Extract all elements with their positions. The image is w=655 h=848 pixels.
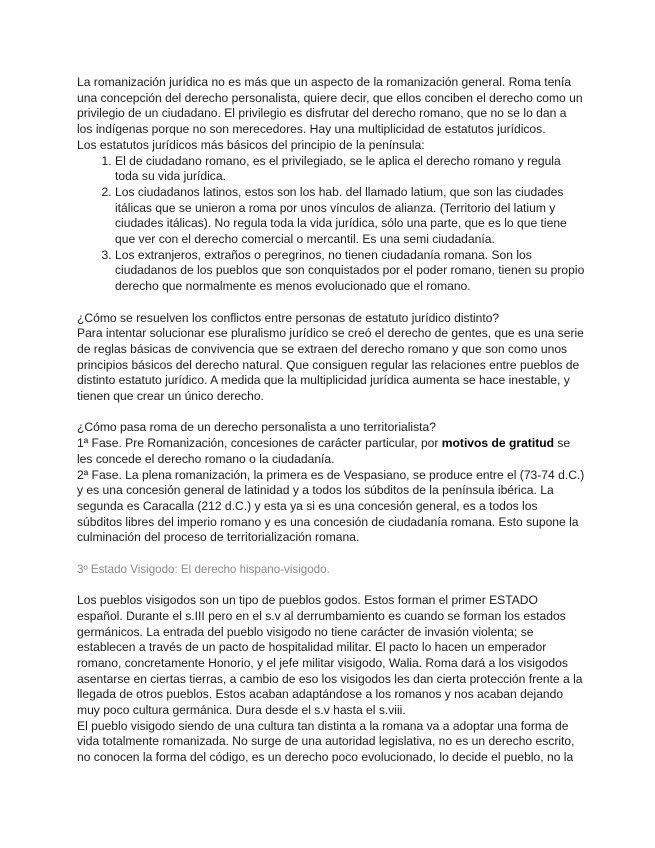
fase-1-paragraph bbox=[77, 436, 585, 467]
intro-paragraph: La romanización jurídica no es más que un aspecto de la romanización general. Roma tenía una concepción del derecho personalista, quiere decir, que ellos conciben el derecho como un privilegio de un ciudadano. El privilegio es disfrutar del derecho romano, que no se lo dan a los indígenas porque no son merecedores. Hay una multiplicidad de estatutos jurídicos. bbox=[77, 75, 583, 137]
list-intro: Los estatutos jurídicos más básicos del principio de la península: bbox=[77, 137, 425, 152]
list-item: 1. El de ciudadano romano, es el privilegiado, se le aplica el derecho romano y regula toda su vida jurídica. bbox=[115, 154, 585, 185]
visigodos-paragraph: Los pueblos visigodos son un tipo de pueblos godos. Estos forman el primer ESTADO español. Durante el s.III pero en el s.v al derrumbamiento es cuando se forman los estados germánicos. La entrada del pueblo visigodo no tiene carácter de invasión violenta; se establecen a través de un pacto de hospitalidad militar. El pacto lo hacen un emperador romano, concretamente Honorio, y el jefe militar visigodo, Walia. Roma dará a los visigodos asentarse en ciertas tierras, a cambio de eso los visigodos les dan cierta protección frente a la llegada de otros pueblos. Estos acaban adaptándose a los romanos y nos acaban dejando muy poco cultura germánica. Dura desde el s.v hasta el s.viii. bbox=[77, 593, 583, 718]
fase-1-text: 1ª Fase. Pre Romanización, concesiones de carácter particular, por bbox=[77, 436, 442, 451]
territorial-question: ¿Cómo pasa roma de un derecho personalista a uno territorialista? bbox=[77, 420, 436, 435]
visigodos-paragraph-2: El pueblo visigodo siendo de una cultura tan distinta a la romana va a adoptar una forma de vida totalmente romanizada. No surge de una autoridad legislativa, no es un derecho escrito, no conocen la forma del código, es un derecho poco evolucionado, lo decide el pueblo, no la bbox=[77, 718, 575, 765]
conflicts-question: ¿Cómo se resuelven los conflictos entre personas de estatuto jurídico distinto? bbox=[77, 310, 500, 325]
list-item: 2. Los ciudadanos latinos, estos son los hab. del llamado latium, que son las ciudades itálicas que se unieron a roma por unos vínculos de alianza. (Territorio del latium y ciudades itálicas). No regula toda la vida jurídica, sólo una parte, que es lo que tiene que ver con el derecho comercial o mercantil. Es una semi ciudadanía. bbox=[115, 185, 585, 248]
section-heading: 3º Estado Visigodo: El derecho hispano-visigodo. bbox=[77, 562, 330, 576]
fase-2-paragraph: 2ª Fase. La plena romanización, la primera es de Vespasiano, se produce entre el (73-74 d.C.) y es una concesión general de latinidad y a todos los súbditos de la península ibérica. La segunda es Caracalla (212 d.C.) y esta ya si es una concesión general, es a todos los súbditos libres del imperio romano y es una concesión de ciudadanía romana. Esto supone la culminación del proceso de territorialización romana. bbox=[77, 467, 585, 545]
fase-1-text-end: se les concede el derecho romano o la ciudadanía. bbox=[77, 436, 571, 466]
fase-1-bold: motivos de gratitud bbox=[441, 436, 554, 451]
conflicts-answer: Para intentar solucionar ese pluralismo jurídico se creó el derecho de gentes, que es una serie de reglas básicas de convivencia que se extraen del derecho romano y que son como unos principios básicos del derecho natural. Que consiguen regular las relaciones entre pueblos de distinto estatuto jurídico. A medida que la multiplicidad jurídica aumenta se hace inestable, y tienen que crear un único derecho. bbox=[77, 326, 584, 404]
statutes-list bbox=[77, 154, 585, 295]
list-item: 3. Los extranjeros, extraños o peregrinos, no tienen ciudadanía romana. Son los ciudadanos de los pueblos que son conquistados por el poder romano, tienen su propio derecho que normalmente es menos evolucionado que el romano. bbox=[115, 248, 585, 295]
